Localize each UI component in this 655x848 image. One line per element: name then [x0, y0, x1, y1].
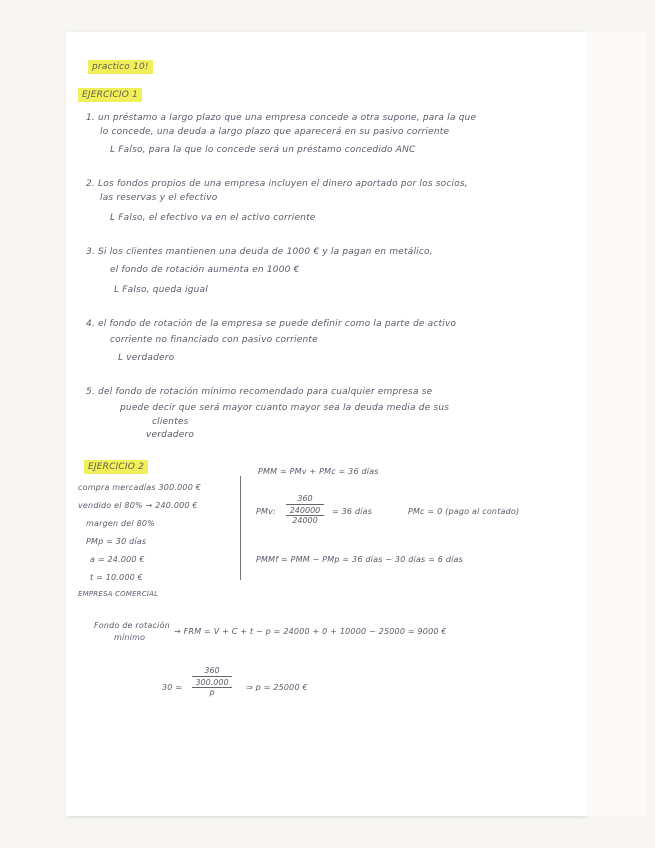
question-3-line-2: el fondo de rotación aumenta en 1000 €	[110, 265, 300, 275]
separator-line	[240, 476, 241, 580]
pmm-equation: PMM = PMv + PMc = 36 días	[258, 467, 379, 476]
answer-3: L Falso, queda igual	[114, 285, 208, 295]
data-line-3: margen del 80%	[86, 519, 155, 528]
data-line-2: vendido el 80% → 240.000 €	[78, 501, 198, 510]
pmv-denominator-2: 24000	[292, 516, 318, 525]
final-denominator-2: p	[209, 688, 215, 697]
answer-5-line-2: verdadero	[146, 430, 195, 440]
answer-5-line-1: clientes	[152, 417, 189, 427]
notebook-page	[66, 32, 586, 816]
question-3-line-1: 3. Si los clientes mantienen una deuda de 1000 € y la pagan en metálico,	[86, 247, 433, 257]
answer-4: L verdadero	[118, 353, 175, 363]
question-1-line-1: 1. un préstamo a largo plazo que una empresa concede a otra supone, para la que	[86, 113, 477, 123]
pmmf-equation: PMMf = PMM − PMp = 36 días − 30 días = 6 días	[256, 555, 464, 564]
final-result: ⇒ p = 25000 €	[246, 683, 308, 692]
final-equation-lhs: 30 =	[162, 683, 183, 692]
frm-equation: → FRM = V + C + t − p = 24000 + 0 + 10000 − 25000 = 9000 €	[174, 627, 447, 636]
frm-label-line-2: mínimo	[114, 633, 146, 642]
pmv-label: PMv:	[256, 507, 276, 516]
final-denominator: 300.000	[192, 678, 232, 688]
adjacent-page-edge	[586, 32, 646, 816]
frm-label-line-1: Fondo de rotación	[94, 621, 170, 630]
exercise-1-title: EJERCICIO 1	[78, 88, 142, 102]
question-1-line-2: lo concede, una deuda a largo plazo que aparecerá en su pasivo corriente	[100, 127, 450, 137]
question-4-line-1: 4. el fondo de rotación de la empresa se puede definir como la parte de activo	[86, 319, 457, 329]
question-4-line-2: corriente no financiado con pasivo corriente	[110, 335, 318, 345]
data-line-6: t = 10.000 €	[90, 573, 143, 582]
pmv-denominator: 240000	[286, 506, 324, 516]
question-5-line-2: puede decir que será mayor cuanto mayor sea la deuda media de sus	[120, 403, 450, 413]
page-title: practico 10!	[88, 60, 153, 74]
data-line-1: compra mercadías 300.000 €	[78, 483, 202, 492]
data-line-5: a = 24.000 €	[90, 555, 145, 564]
question-2-line-1: 2. Los fondos propios de una empresa incluyen el dinero aportado por los socios,	[86, 179, 468, 189]
answer-1: L Falso, para la que lo concede será un préstamo concedido ANC	[110, 145, 416, 155]
exercise-2-title: EJERCICIO 2	[84, 460, 148, 474]
pmc-equation: PMc = 0 (pago al contado)	[408, 507, 520, 516]
data-line-4: PMp = 30 días	[86, 537, 147, 546]
question-2-line-2: las reservas y el efectivo	[100, 193, 218, 203]
pmv-result: = 36 días	[332, 507, 373, 516]
data-line-7: EMPRESA COMERCIAL	[78, 590, 159, 598]
answer-2: L Falso, el efectivo va en el activo corriente	[110, 213, 316, 223]
pmv-numerator: 360	[297, 494, 313, 503]
final-fraction	[192, 666, 232, 697]
pmv-fraction	[286, 494, 324, 525]
final-numerator: 360	[204, 666, 220, 675]
question-5-line-1: 5. del fondo de rotación mínimo recomendado para cualquier empresa se	[86, 387, 433, 397]
